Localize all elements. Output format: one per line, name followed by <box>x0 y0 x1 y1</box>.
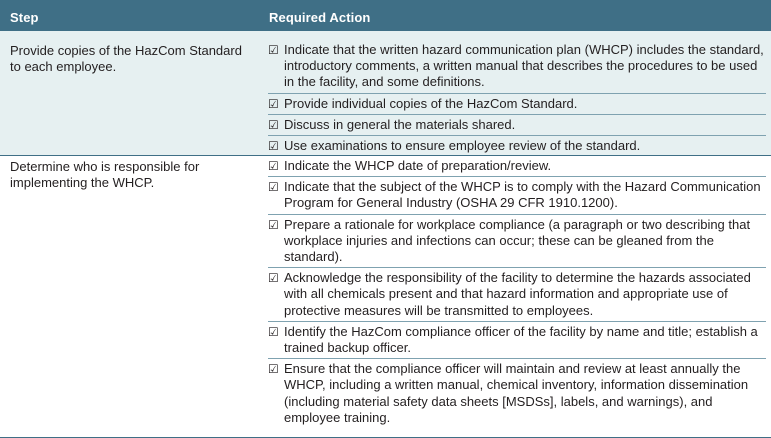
table-row <box>0 31 771 155</box>
action-text: Indicate that the written hazard communication plan (WHCP) includes the standard, introductory comments, a written manual that describes the procedures to be used in the facility, and some definitions. <box>284 42 764 90</box>
action-item <box>268 268 766 322</box>
action-item <box>268 156 766 177</box>
action-text: Identify the HazCom compliance officer of the facility by name and title; establish a trained backup officer. <box>284 323 758 356</box>
actions-cell <box>268 156 766 428</box>
checkbox-icon: ☑ <box>268 217 279 232</box>
checkbox-icon: ☑ <box>268 139 279 154</box>
checkbox-icon: ☑ <box>268 159 279 173</box>
action-item <box>268 115 766 136</box>
action-text: Prepare a rationale for workplace compliance (a paragraph or two describing that workplace injuries and infections can occur; these can be gleaned from the standard). <box>284 216 751 265</box>
action-item <box>268 359 766 428</box>
checkbox-icon: ☑ <box>268 362 279 377</box>
action-item <box>268 40 766 94</box>
action-item <box>268 215 766 269</box>
action-text: Indicate that the subject of the WHCP is to comply with the Hazard Communication Program for General Industry (OSHA 29 CFR 1910.1200). <box>284 179 761 211</box>
checkbox-icon: ☑ <box>268 43 279 57</box>
action-text: Acknowledge the responsibility of the facility to determine the hazards associated with all chemicals present and that hazard information and appropriate use of protective measures will be transmitted to employees. <box>284 270 751 318</box>
action-text: Provide individual copies of the HazCom Standard. <box>284 95 578 111</box>
checkbox-icon: ☑ <box>268 324 279 339</box>
table-header <box>0 0 771 31</box>
column-header-required-action: Required Action <box>269 10 371 25</box>
action-text: Indicate the WHCP date of preparation/review. <box>284 158 552 173</box>
checkbox-icon: ☑ <box>268 117 279 132</box>
actions-cell <box>268 40 766 156</box>
action-text: Use examinations to ensure employee review of the standard. <box>284 138 641 154</box>
checkbox-icon: ☑ <box>268 180 279 195</box>
checkbox-icon: ☑ <box>268 271 279 286</box>
step-cell: Provide copies of the HazCom Standard to each employee. <box>10 43 242 75</box>
action-item <box>268 322 766 359</box>
step-cell: Determine who is responsible for implementing the WHCP. <box>10 159 200 191</box>
column-header-step: Step <box>10 10 39 25</box>
checkbox-icon: ☑ <box>268 96 279 111</box>
action-item <box>268 136 766 156</box>
action-item <box>268 94 766 115</box>
action-text: Ensure that the compliance officer will maintain and review at least annually the WHCP, including a written manual, chemical inventory, information dissemination (including material safety data sheets [MSDSs], labels, and warnings), and employee training. <box>284 361 749 425</box>
table-row <box>0 155 771 438</box>
action-item <box>268 177 766 214</box>
action-text: Discuss in general the materials shared. <box>284 116 516 132</box>
